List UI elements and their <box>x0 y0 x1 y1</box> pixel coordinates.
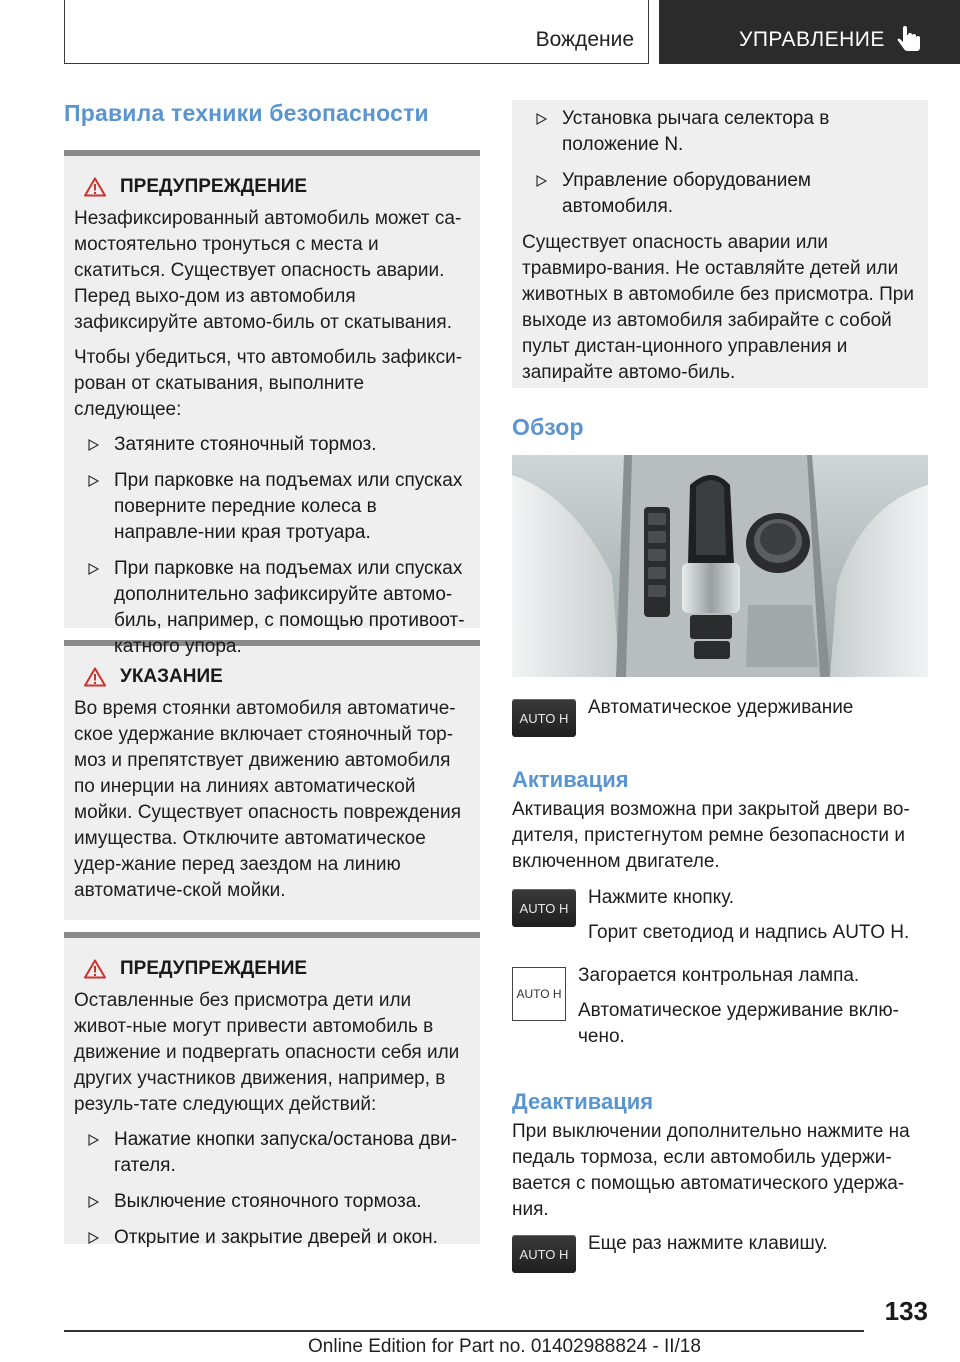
auto-h-button-icon: AUTO H <box>512 889 576 927</box>
warning-paragraph: Существует опасность аварии или травмиро-вания. Не оставляйте детей или животных в автомобиле без присмотра. При выходе из автомобиля забирайте с собой пульт дистан-ционного управления и запирайте автомо-биль. <box>522 232 914 383</box>
warning-triangle-icon <box>84 667 106 687</box>
footer-divider <box>64 1330 864 1332</box>
bullet-triangle-icon <box>88 1196 99 1208</box>
notice-heading <box>74 666 470 688</box>
left-column <box>64 100 480 1248</box>
deactivation-step-row <box>512 1235 928 1273</box>
notice-box-carwash <box>64 640 480 920</box>
warning-bullet-list <box>74 1127 470 1251</box>
activation-step-row <box>512 889 928 955</box>
list-item: Установка рычага селектора в положение N. <box>522 106 918 158</box>
header-section-label: Вождение <box>535 28 634 51</box>
footer-edition: Online Edition for Part no. 01402988824 - II/18 <box>308 1336 701 1357</box>
auto-h-button-icon: AUTO H <box>512 1235 576 1273</box>
notice-paragraph: Во время стоянки автомобиля автоматиче-ское удержание включает стояночный тор-моз и препятствует движению автомобиля по инерции на линиях автоматической мойки. Существует опасность повреждения имущества. Отключите автоматическое удер-жание перед заездом на линию автоматиче-ской мойки. <box>74 698 462 901</box>
activation-step-result: Горит светодиод и надпись AUTO H. <box>588 922 910 943</box>
auto-h-indicator-icon: AUTO H <box>512 967 566 1021</box>
warning-paragraph: Чтобы убедиться, что автомобиль зафикси-рован от скатывания, выполните следующее: <box>74 347 463 420</box>
warning-bullet-list <box>74 432 470 660</box>
warning-heading-text: ПРЕДУПРЕЖДЕНИЕ <box>120 176 308 197</box>
warning-paragraph: Оставленные без присмотра дети или живот-ные могут привести автомобиль в движение и подвергать опасности себя или других участников движения, например, в резуль-тате следующих действий: <box>74 990 460 1115</box>
list-item: При парковке на подъемах или спусках поверните передние колеса в направле-нии края тротуара. <box>74 468 470 546</box>
indicator-lamp-row <box>512 967 928 1059</box>
list-item: Выключение стояночного тормоза. <box>74 1189 470 1215</box>
warning-box-rollaway <box>64 150 480 657</box>
list-item: Затяните стояночный тормоз. <box>74 432 470 458</box>
autoh-caption-row <box>512 699 928 737</box>
deactivation-step: Еще раз нажмите клавишу. <box>588 1233 828 1254</box>
list-item: Открытие и закрытие дверей и окон. <box>74 1225 470 1251</box>
bullet-triangle-icon <box>88 1232 99 1244</box>
warning-heading <box>74 176 470 198</box>
bullet-triangle-icon <box>88 439 99 451</box>
page-number: 133 <box>884 1296 928 1326</box>
overview-title: Обзор <box>512 414 584 440</box>
warning-heading <box>74 958 470 980</box>
deactivation-text: При выключении дополнительно нажмите на педаль тормоза, если автомобиль удержи-вается с помощью автоматического удержа-ния. <box>512 1121 910 1220</box>
activation-title: Активация <box>512 767 629 792</box>
section-title: Правила техники безопасности <box>64 100 429 126</box>
warning-box-children <box>64 932 480 1248</box>
warning-triangle-icon <box>84 959 106 979</box>
header-left-tab <box>64 0 649 64</box>
header-chapter-label: УПРАВЛЕНИЕ <box>739 28 885 51</box>
bullet-triangle-icon <box>536 175 547 187</box>
activation-step: Нажмите кнопку. <box>588 887 735 908</box>
list-item: При парковке на подъемах или спусках дополнительно зафиксируйте автомо-биль, например, с помощью противоот-катного упора. <box>74 556 470 660</box>
autoh-caption: Автоматическое удерживание <box>588 697 854 718</box>
hand-pointer-icon <box>895 24 925 54</box>
console-photo <box>512 455 928 677</box>
list-item: Нажатие кнопки запуска/останова дви-гателя. <box>74 1127 470 1179</box>
bullet-triangle-icon <box>88 1134 99 1146</box>
notice-heading-text: УКАЗАНИЕ <box>120 666 223 687</box>
warning-paragraph: Незафиксированный автомобиль может са-мостоятельно тронуться с места и скатиться. Существует опасность аварии. Перед выхо-дом из автомобиля зафиксируйте автомо-биль от скатывания. <box>74 208 462 333</box>
header-right-tab <box>659 0 960 64</box>
warning-triangle-icon <box>84 177 106 197</box>
auto-h-button-icon: AUTO H <box>512 699 576 737</box>
indicator-text: Загорается контрольная лампа. <box>578 965 860 986</box>
list-item: Управление оборудованием автомобиля. <box>522 168 918 220</box>
deactivation-title: Деактивация <box>512 1089 654 1114</box>
warning-box-continued <box>512 100 928 388</box>
bullet-triangle-icon <box>88 475 99 487</box>
right-column <box>512 100 928 1273</box>
bullet-triangle-icon <box>536 113 547 125</box>
warning-heading-text: ПРЕДУПРЕЖДЕНИЕ <box>120 958 308 979</box>
activation-text: Активация возможна при закрытой двери во-дителя, пристегнутом ремне безопасности и включенном двигателе. <box>512 799 910 872</box>
bullet-triangle-icon <box>88 563 99 575</box>
indicator-text: Автоматическое удерживание вклю-чено. <box>578 1000 899 1047</box>
warning-bullet-list <box>522 106 918 220</box>
